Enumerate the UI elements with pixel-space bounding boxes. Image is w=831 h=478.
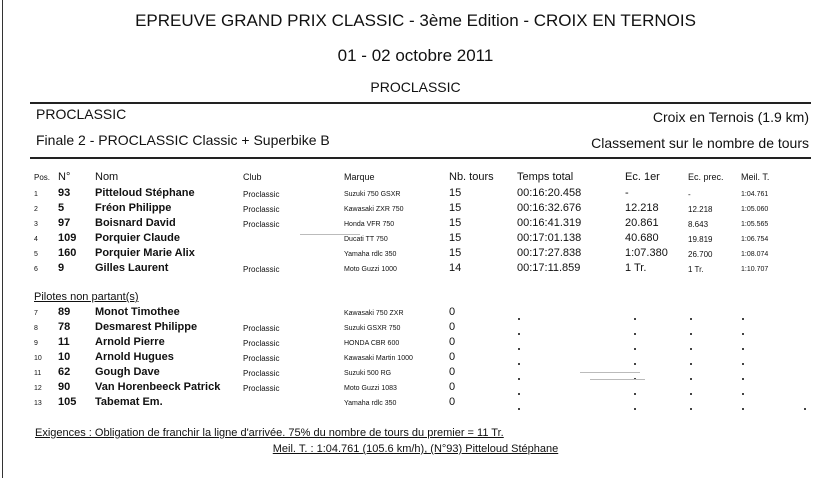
row-name: Fréon Philippe [95, 202, 172, 214]
row-marque: Suzuki 750 GSXR [344, 191, 401, 198]
empty-mark [518, 408, 520, 410]
row-club: Proclassic [243, 384, 280, 393]
row-marque: Yamaha rdlc 350 [344, 400, 397, 407]
row-best-lap: 1:10.707 [741, 266, 769, 273]
table-row [0, 396, 831, 411]
row-gap-first: 12.218 [625, 202, 659, 214]
empty-mark [742, 378, 744, 380]
row-marque: Kawasaki Martin 1000 [344, 355, 413, 362]
row-pos: 13 [34, 400, 42, 407]
table-row [0, 217, 831, 232]
row-number: 109 [58, 232, 77, 244]
row-best-lap: 1:08.074 [741, 251, 769, 258]
col-total-time: Temps total [517, 171, 574, 183]
empty-mark [518, 378, 520, 380]
empty-mark [742, 393, 744, 395]
row-total-time: 00:16:41.319 [517, 217, 582, 229]
row-marque: Moto Guzzi 1083 [344, 385, 397, 392]
row-gap-first: 1 Tr. [625, 262, 647, 274]
row-laps: 14 [449, 262, 462, 274]
empty-mark [690, 393, 692, 395]
col-club: Club [243, 172, 262, 182]
row-pos: 7 [34, 310, 38, 317]
row-marque: Honda VFR 750 [344, 221, 395, 228]
empty-mark [634, 348, 636, 350]
header-divider [30, 157, 811, 159]
row-number: 9 [58, 262, 65, 274]
row-pos: 6 [34, 266, 38, 273]
row-name: Gough Dave [95, 366, 160, 378]
table-row [0, 321, 831, 336]
row-name: Boisnard David [95, 217, 176, 229]
empty-mark [518, 333, 520, 335]
row-number: 89 [58, 306, 71, 318]
empty-mark [518, 348, 520, 350]
row-pos: 8 [34, 325, 38, 332]
row-number: 97 [58, 217, 71, 229]
row-total-time: 00:17:27.838 [517, 247, 582, 259]
row-club: Proclassic [243, 190, 280, 199]
row-gap-previous: 26.700 [688, 250, 713, 259]
empty-mark [742, 363, 744, 365]
row-gap-previous: 8.643 [688, 220, 709, 229]
empty-mark [690, 348, 692, 350]
row-pos: 5 [34, 251, 38, 258]
row-laps: 15 [449, 187, 462, 199]
row-laps: 0 [449, 366, 456, 378]
row-pos: 2 [34, 206, 38, 213]
row-marque: Yamaha rdlc 350 [344, 251, 397, 258]
col-gap-previous: Ec. prec. [688, 172, 724, 182]
col-name: Nom [95, 171, 119, 183]
row-laps: 0 [449, 306, 456, 318]
row-name: Monot Timothee [95, 306, 180, 318]
scan-noise [580, 372, 640, 373]
row-club: Proclassic [243, 265, 280, 274]
row-club: Proclassic [243, 205, 280, 214]
empty-mark [742, 408, 744, 410]
row-pos: 1 [34, 191, 38, 198]
row-gap-first: 1:07.380 [625, 247, 668, 259]
table-row [0, 336, 831, 351]
row-total-time: 00:16:32.676 [517, 202, 582, 214]
row-gap-first: 20.861 [625, 217, 659, 229]
empty-mark [634, 393, 636, 395]
best-lap-note: Meil. T. : 1:04.761 (105.6 km/h), (N°93) Pitteloud Stéphane [272, 443, 559, 455]
row-best-lap: 1:06.754 [741, 236, 769, 243]
row-laps: 0 [449, 321, 456, 333]
empty-mark [690, 408, 692, 410]
empty-mark [690, 378, 692, 380]
table-row [0, 306, 831, 321]
empty-mark [634, 333, 636, 335]
non-starters-heading: Pilotes non partant(s) [34, 291, 139, 303]
row-club: Proclassic [243, 339, 280, 348]
row-gap-previous: 1 Tr. [688, 265, 704, 274]
circuit-name: Croix en Ternois (1.9 km) [652, 109, 809, 125]
table-row [0, 262, 831, 277]
table-row [0, 247, 831, 262]
row-best-lap: 1:05.565 [741, 221, 769, 228]
row-club: Proclassic [243, 324, 280, 333]
event-dates: 01 - 02 octobre 2011 [337, 46, 494, 65]
table-row [0, 202, 831, 217]
row-name: Desmarest Philippe [95, 321, 198, 333]
row-total-time: 00:17:01.138 [517, 232, 582, 244]
row-number: 5 [58, 202, 65, 214]
row-gap-previous: 12.218 [688, 205, 713, 214]
row-laps: 15 [449, 247, 462, 259]
scan-noise [300, 234, 360, 235]
row-name: Arnold Pierre [95, 336, 165, 348]
row-total-time: 00:16:20.458 [517, 187, 582, 199]
requirements-note: Exigences : Obligation de franchir la ligne d'arrivée. 75% du nombre de tours du premier = 11 Tr. [35, 427, 504, 439]
row-best-lap: 1:04.761 [741, 191, 769, 198]
row-club: Proclassic [243, 369, 280, 378]
row-name: Arnold Hugues [95, 351, 174, 363]
row-gap-first: 40.680 [625, 232, 659, 244]
empty-mark [742, 318, 744, 320]
row-laps: 0 [449, 381, 456, 393]
empty-mark [690, 318, 692, 320]
row-name: Gilles Laurent [95, 262, 169, 274]
row-laps: 15 [449, 232, 462, 244]
table-row [0, 366, 831, 381]
table-row [0, 187, 831, 202]
row-marque: Suzuki 500 RG [344, 370, 392, 377]
row-gap-first: - [625, 187, 629, 199]
row-club: Proclassic [243, 354, 280, 363]
col-best-lap: Meil. T. [741, 172, 770, 182]
section-category: PROCLASSIC [36, 106, 127, 122]
row-marque: Kawasaki ZXR 750 [344, 206, 404, 213]
row-number: 11 [58, 336, 70, 348]
row-laps: 0 [449, 336, 456, 348]
row-gap-previous: 19.819 [688, 235, 713, 244]
row-name: Porquier Claude [95, 232, 180, 244]
row-pos: 11 [34, 370, 42, 377]
row-name: Porquier Marie Alix [95, 247, 195, 259]
scan-noise [590, 379, 645, 380]
row-club: Proclassic [243, 220, 280, 229]
empty-mark [634, 408, 636, 410]
row-pos: 4 [34, 236, 38, 243]
row-marque: Suzuki GSXR 750 [344, 325, 401, 332]
row-best-lap: 1:05.060 [741, 206, 769, 213]
empty-mark [634, 318, 636, 320]
row-number: 90 [58, 381, 71, 393]
row-name: Tabemat Em. [95, 396, 163, 408]
row-pos: 10 [34, 355, 42, 362]
empty-mark [634, 363, 636, 365]
event-title: EPREUVE GRAND PRIX CLASSIC - 3ème Edition - CROIX EN TERNOIS [135, 11, 696, 30]
row-pos: 9 [34, 340, 38, 347]
row-marque: HONDA CBR 600 [344, 340, 400, 347]
col-laps: Nb. tours [449, 171, 494, 183]
table-row [0, 351, 831, 366]
col-gap-first: Ec. 1er [625, 171, 660, 183]
table-row [0, 232, 831, 247]
empty-mark [518, 393, 520, 395]
ranking-type: Classement sur le nombre de tours [591, 135, 809, 151]
col-number: N° [58, 171, 71, 183]
row-name: Pitteloud Stéphane [95, 187, 195, 199]
row-number: 93 [58, 187, 71, 199]
row-pos: 12 [34, 385, 42, 392]
col-marque: Marque [344, 172, 375, 182]
row-name: Van Horenbeeck Patrick [95, 381, 221, 393]
top-divider [30, 102, 811, 104]
row-marque: Kawasaki 750 ZXR [344, 310, 404, 317]
empty-mark [804, 408, 806, 410]
race-name: Finale 2 - PROCLASSIC Classic + Superbike B [36, 132, 330, 148]
row-laps: 0 [449, 396, 456, 408]
row-total-time: 00:17:11.859 [517, 262, 581, 274]
row-pos: 3 [34, 221, 38, 228]
row-number: 160 [58, 247, 77, 259]
row-number: 105 [58, 396, 77, 408]
empty-mark [690, 333, 692, 335]
empty-mark [742, 333, 744, 335]
empty-mark [518, 318, 520, 320]
row-marque: Ducati TT 750 [344, 236, 388, 243]
empty-mark [518, 363, 520, 365]
row-laps: 15 [449, 217, 462, 229]
row-number: 62 [58, 366, 71, 378]
event-category: PROCLASSIC [370, 79, 461, 95]
row-number: 10 [58, 351, 71, 363]
col-pos: Pos. [34, 173, 51, 182]
row-laps: 0 [449, 351, 456, 363]
row-marque: Moto Guzzi 1000 [344, 266, 397, 273]
empty-mark [690, 363, 692, 365]
row-number: 78 [58, 321, 71, 333]
row-laps: 15 [449, 202, 462, 214]
empty-mark [742, 348, 744, 350]
table-row [0, 381, 831, 396]
row-gap-previous: - [688, 190, 691, 199]
